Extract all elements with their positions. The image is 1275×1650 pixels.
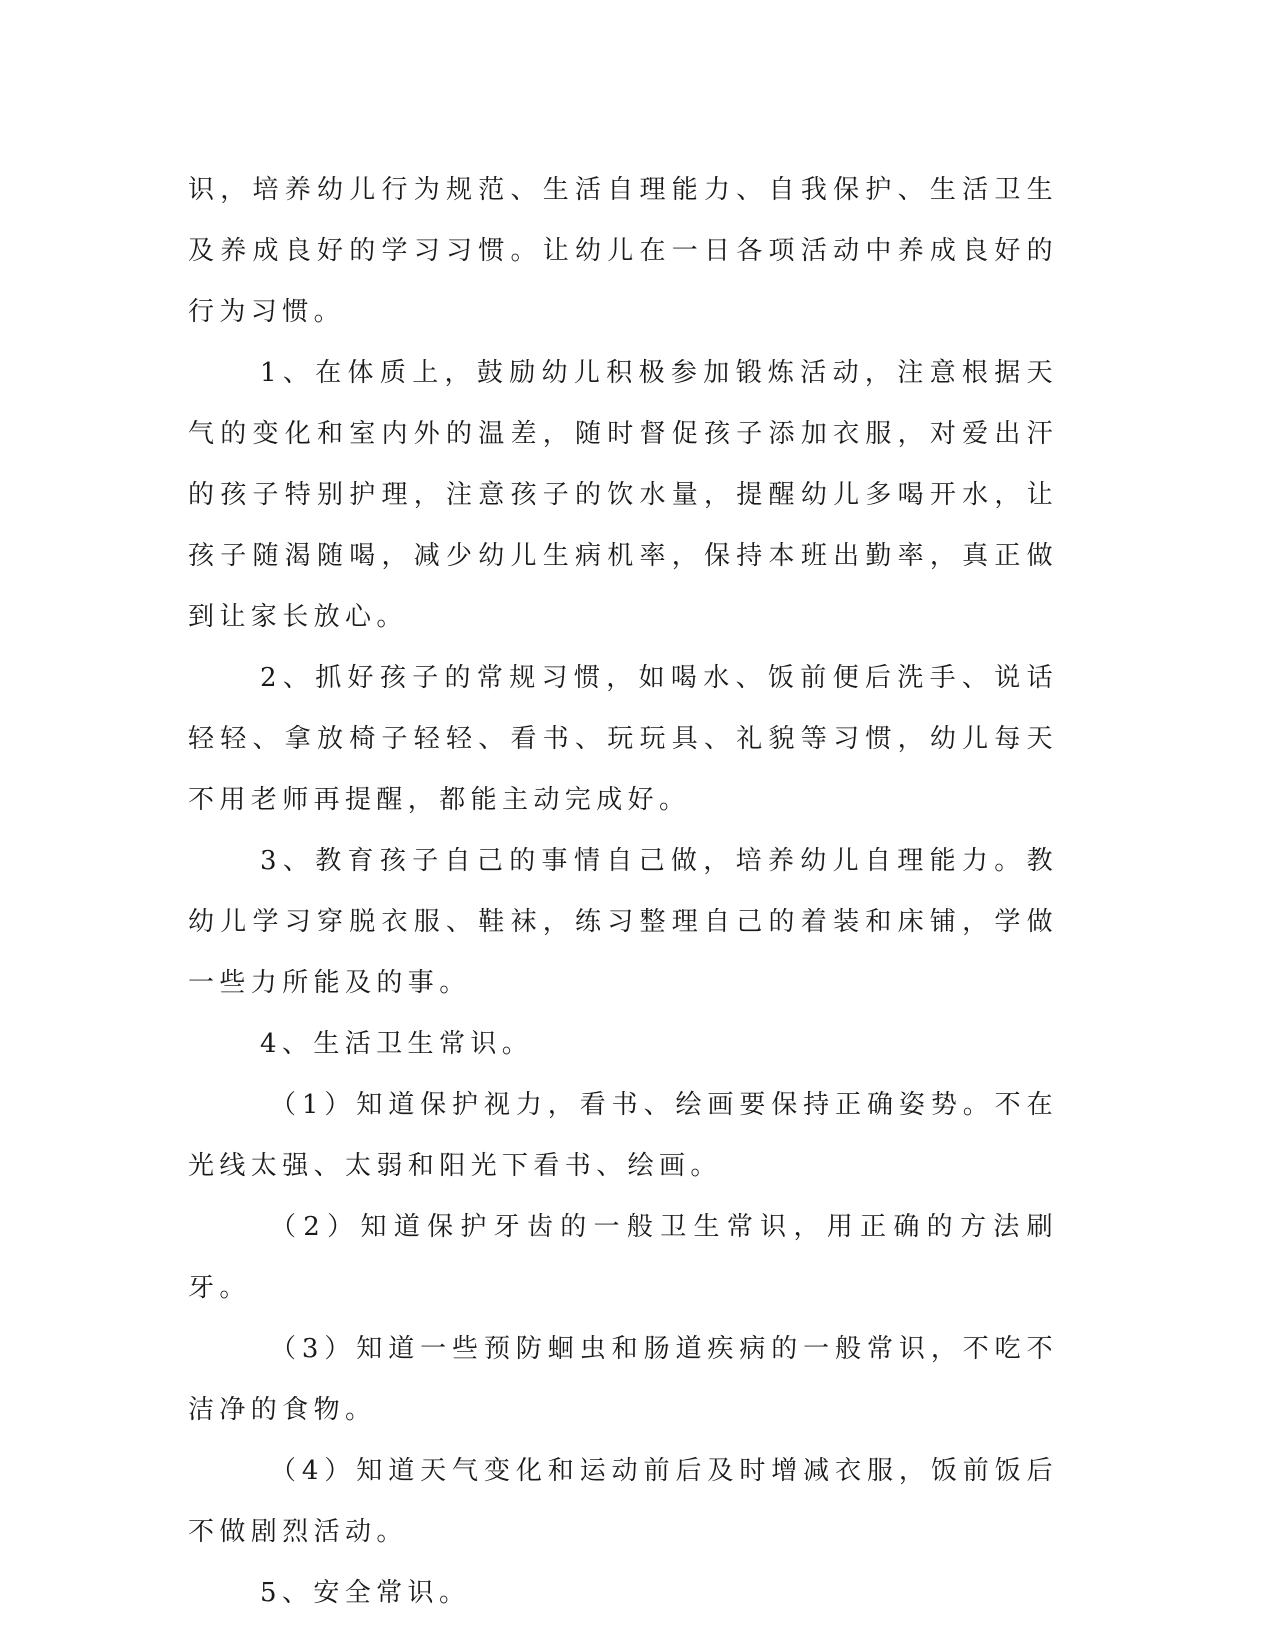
paragraph-subitem-4: （4）知道天气变化和运动前后及时增减衣服，饭前饭后不做剧烈活动。 bbox=[188, 1456, 1058, 1547]
paragraph-subitem-2: （2）知道保护牙齿的一般卫生常识，用正确的方法刷牙。 bbox=[188, 1212, 1058, 1303]
paragraph-item-2: 2、抓好孩子的常规习惯，如喝水、饭前便后洗手、说话轻轻、拿放椅子轻轻、看书、玩玩具、礼貌等习惯，幼儿每天不用老师再提醒，都能主动完成好。 bbox=[188, 663, 1058, 815]
paragraph-subitem-3: （3）知道一些预防蛔虫和肠道疾病的一般常识，不吃不洁净的食物。 bbox=[188, 1334, 1058, 1425]
paragraph-item-5-heading: 5、安全常识。 bbox=[260, 1578, 471, 1608]
paragraph-item-4-heading: 4、生活卫生常识。 bbox=[260, 1029, 534, 1059]
paragraph-item-1: 1、在体质上，鼓励幼儿积极参加锻炼活动，注意根据天气的变化和室内外的温差，随时督促孩子添加衣服，对爱出汗的孩子特别护理，注意孩子的饮水量，提醒幼儿多喝开水，让孩子随渴随喝，减少幼儿生病机率，保持本班出勤率，真正做到让家长放心。 bbox=[188, 358, 1058, 632]
paragraph-subitem-1: （1）知道保护视力，看书、绘画要保持正确姿势。不在光线太强、太弱和阳光下看书、绘画。 bbox=[188, 1090, 1058, 1181]
paragraph-continuation: 识，培养幼儿行为规范、生活自理能力、自我保护、生活卫生及养成良好的学习习惯。让幼儿在一日各项活动中养成良好的行为习惯。 bbox=[188, 175, 1058, 327]
document-body bbox=[188, 160, 1058, 1624]
paragraph-item-3: 3、教育孩子自己的事情自己做，培养幼儿自理能力。教幼儿学习穿脱衣服、鞋袜，练习整理自己的着装和床铺，学做一些力所能及的事。 bbox=[188, 846, 1058, 998]
